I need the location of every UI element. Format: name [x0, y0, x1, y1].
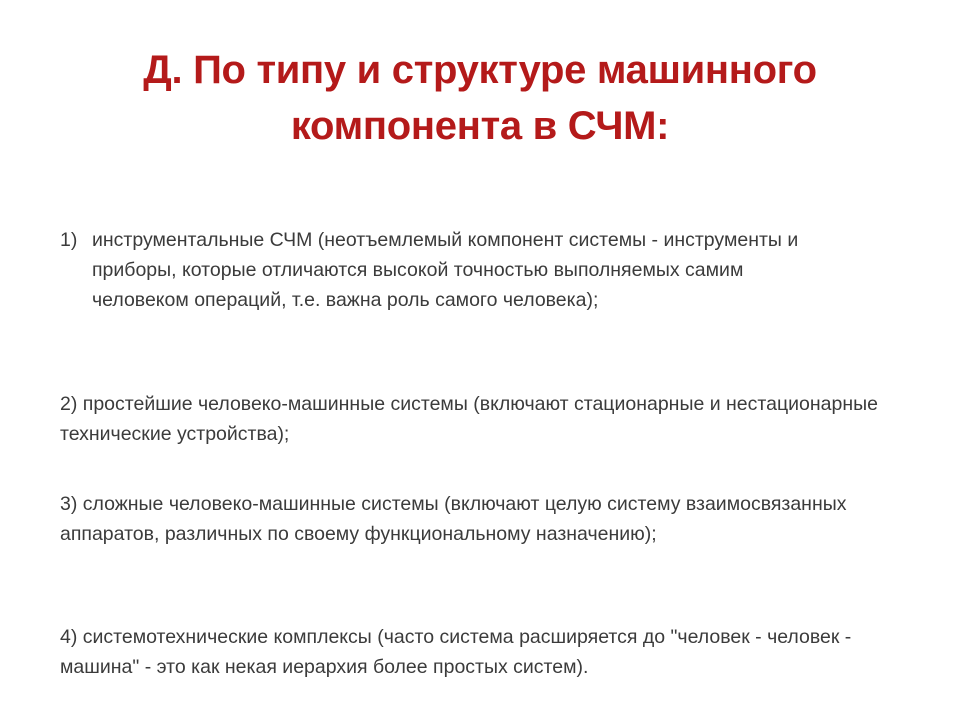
slide-title-line-1: Д. По типу и структуре машинного: [143, 48, 817, 92]
slide-body: [60, 225, 900, 678]
list-item-1: [60, 225, 900, 315]
list-item-1-number: 1): [60, 229, 78, 251]
list-item-4: 4) системотехнические комплексы (часто система расширяется до "человек - человек - машина" - это как некая иерархия более простых систем).: [60, 626, 852, 678]
slide-title-line-2: компонента в СЧМ:: [290, 104, 670, 148]
list-item-2: 2) простейшие человеко-машинные системы (включают стационарные и нестационарные технические устройства);: [60, 393, 878, 445]
list-item-3: 3) сложные человеко-машинные системы (включают целую систему взаимосвязанных аппаратов, различных по своему функциональному назначению);: [60, 493, 847, 545]
list-item-1-text: инструментальные СЧМ (неотъемлемый компонент системы - инструменты и приборы, которые отличаются высокой точностью выполняемых самим человеком операций, т.е. важна роль самого человека);: [92, 229, 799, 311]
slide-title: [60, 42, 900, 154]
